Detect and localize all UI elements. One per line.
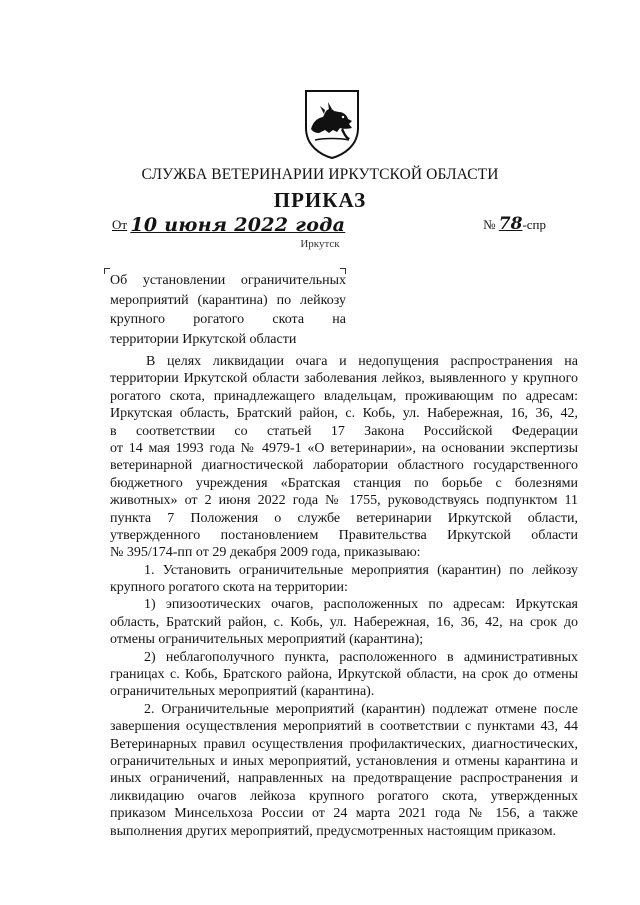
subject-line: территории Иркутской области	[110, 331, 297, 347]
body-line: ветеринарной диагностической лаборатории областного государственного	[110, 458, 578, 474]
document-type: ПРИКАЗ	[273, 188, 367, 212]
body-line: завершения осуществления мероприятий в соответствии с пунктами 43, 44	[110, 719, 578, 735]
subject-line: мероприятий (карантина) по лейкозу	[110, 292, 346, 308]
handwritten-number: 78	[498, 214, 523, 234]
service-name: СЛУЖБА ВЕТЕРИНАРИИ ИРКУТСКОЙ ОБЛАСТИ	[141, 166, 499, 183]
irkutsk-coat-of-arms-icon	[303, 88, 361, 160]
number-prefix: №	[483, 217, 496, 232]
body-line: пункта 7 Положения о службе ветеринарии Иркутской области,	[110, 510, 578, 526]
body-line: Ветеринарных правил осуществления профилактических, диагностических,	[110, 736, 578, 752]
body-line: рогатого скота, принадлежащего владельцам, проживающим по адресам:	[110, 388, 578, 404]
body-line: ограничительных и иных мероприятий, установления и отмены карантина и	[110, 753, 578, 769]
date-prefix: От	[112, 217, 128, 232]
subject-line: крупного рогатого скота на	[110, 312, 346, 327]
order-body	[110, 353, 578, 840]
body-line: территории Иркутской области заболевания лейкоз, выявленного у крупного	[110, 371, 578, 387]
body-line: В целях ликвидации очага и недопущения распространения на	[146, 354, 578, 369]
subject-line: Об установлении ограничительных	[110, 273, 346, 288]
body-line: границах с. Кобь, Братского района, Иркутской области, на срок до отмены	[110, 667, 578, 683]
number-suffix: -спр	[522, 217, 546, 232]
body-line: отмены ограничительных мероприятий (карантина);	[110, 632, 424, 648]
body-line: от 14 мая 1993 года № 4979-1 «О ветеринарии», на основании экспертизы	[110, 440, 578, 456]
body-line: ликвидацию очагов лейкоза крупного рогатого скота, утвержденных	[110, 788, 578, 804]
body-line: иных ограничений, направленных на предотвращение распространения и	[110, 771, 578, 787]
body-line: животных» от 2 июня 2022 года № 1755, руководствуясь подпунктом 11	[110, 493, 578, 509]
handwritten-date: 10 июня 2022 года	[130, 214, 346, 236]
body-line: 2. Ограничительные мероприятий (карантин) подлежат отмене после	[144, 701, 578, 717]
body-line: Иркутская область, Братский район, с. Кобь, ул. Набережная, 16, 36, 42,	[110, 406, 578, 422]
order-subject	[110, 271, 346, 349]
body-line: № 395/174-пп от 29 декабря 2009 года, приказываю:	[110, 545, 421, 561]
body-line: 1. Установить ограничительные мероприятия (карантин) по лейкозу	[144, 562, 578, 578]
body-line: крупного рогатого скота на территории:	[110, 580, 348, 596]
body-line: 2) неблагополучного пункта, расположенного в административных	[144, 649, 578, 665]
body-line: приказом Минсельхоза России от 24 марта 2021 года № 156, а также	[110, 806, 578, 822]
order-date	[112, 212, 345, 234]
body-line: в соответствии со статьей 17 Закона Российской Федерации	[110, 423, 578, 439]
body-line: выполнения других мероприятий, предусмотренных настоящим приказом.	[110, 823, 557, 839]
body-line: бюджетного учреждения «Братская станция по борьбе с болезнями	[110, 475, 578, 491]
body-line: 1) эпизоотических очагов, расположенных по адресам: Иркутская	[144, 597, 578, 613]
body-line: утвержденного постановлением Правительства Иркутской области	[110, 527, 578, 543]
body-line: область, Братский район, с. Кобь, ул. Набережная, 16, 36, 42, на срок до	[110, 614, 578, 630]
order-number	[483, 214, 546, 234]
body-line: ограничительных мероприятий (карантина).	[110, 684, 375, 700]
city-name: Иркутск	[300, 238, 340, 250]
